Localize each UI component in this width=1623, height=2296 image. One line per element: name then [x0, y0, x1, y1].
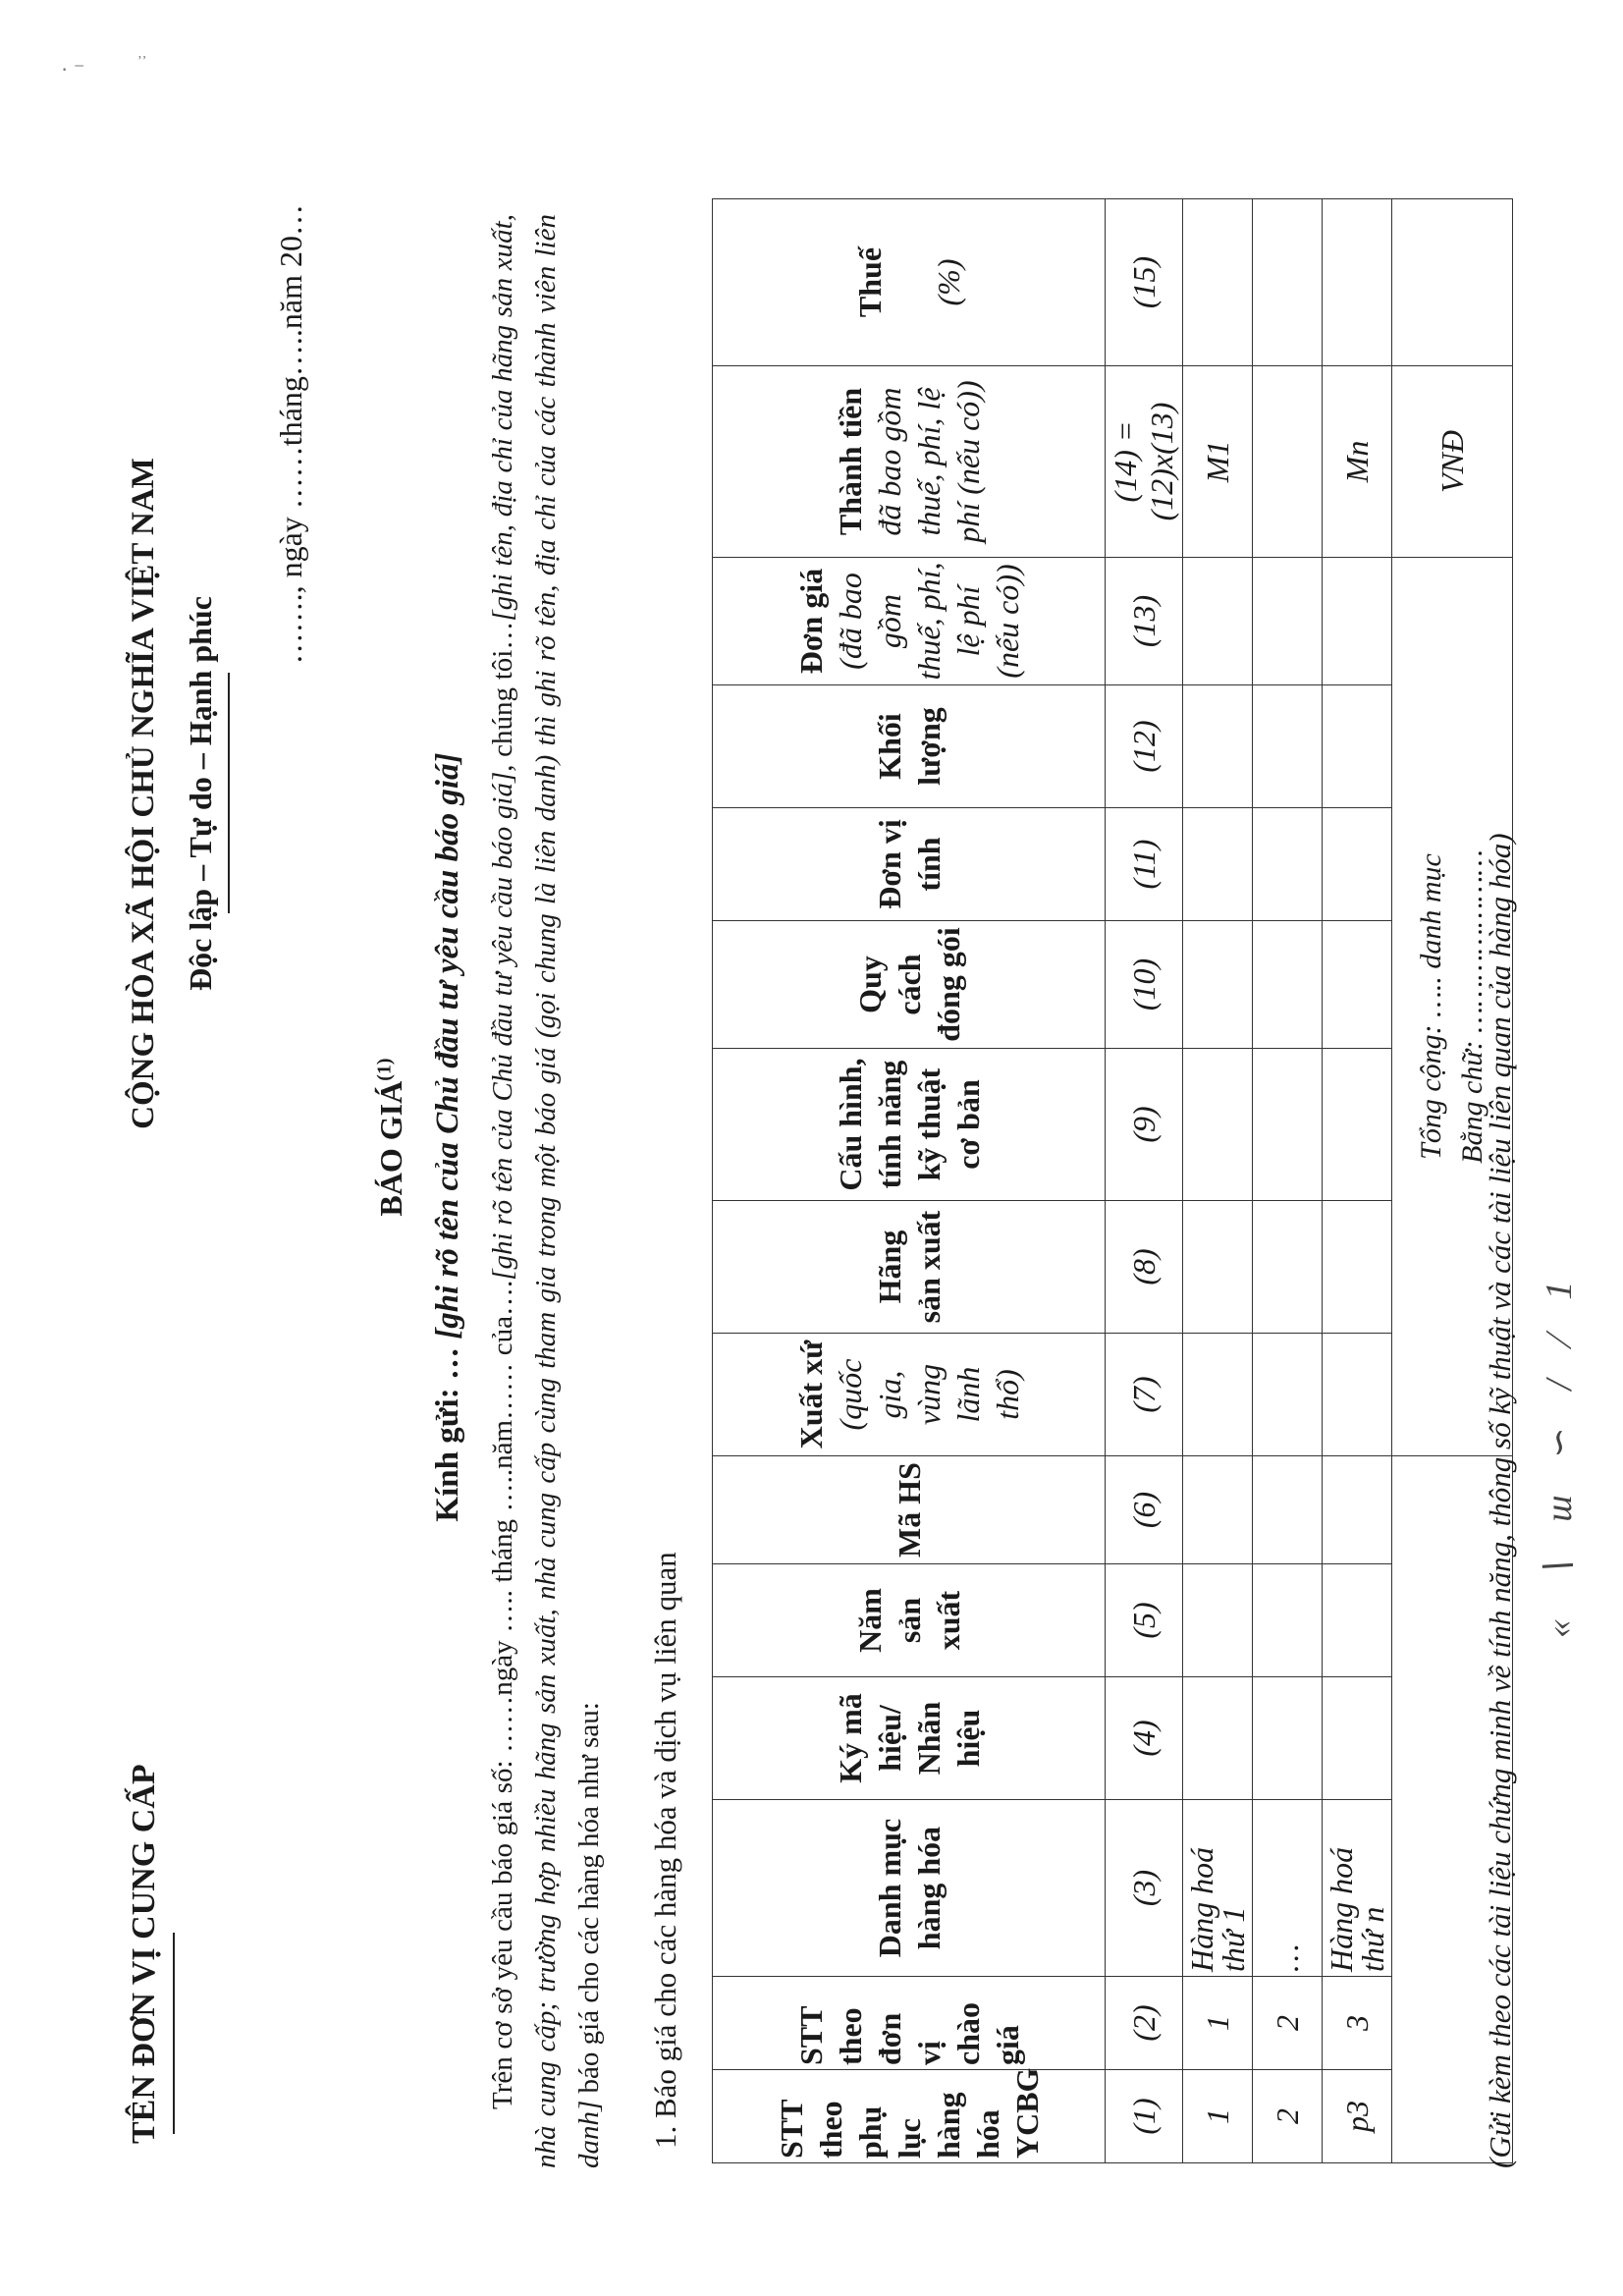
column-number: (15) — [1106, 199, 1183, 366]
date-line: ……., ngày ……tháng…..năm 20… — [273, 204, 308, 665]
table-cell — [1323, 1049, 1392, 1201]
table-cell — [1183, 1564, 1253, 1677]
header-bold: Đơn giá — [792, 568, 829, 675]
row-stt-ycbg: 1 — [1183, 2070, 1253, 2163]
row-stt-supplier: 1 — [1183, 1977, 1253, 2070]
header-cell: Danh mục hàng hóa — [713, 1800, 1106, 1977]
intro-paragraph — [481, 214, 611, 2168]
column-number: (4) — [1106, 1677, 1183, 1800]
header-cell — [713, 1334, 1106, 1456]
table-cell — [1183, 1201, 1253, 1334]
intro-text: Trên cơ sở yêu cầu báo giá số: ……ngày ….. tháng …..năm…… của…. — [487, 1280, 518, 2109]
header-italic: (%) — [930, 258, 966, 306]
footnote-mark: (1) — [373, 1058, 396, 1081]
recipient-line — [430, 8, 466, 2267]
header-italic: đã bao gồm thuế, phí, lệ phí (nếu có)) — [871, 380, 986, 543]
table-cell — [1323, 1564, 1392, 1677]
table-cell — [1253, 1564, 1323, 1677]
table-cell — [1253, 1677, 1323, 1800]
table-cell — [1323, 1201, 1392, 1334]
national-title: CỘNG HÒA XÃ HỘI CHỦ NGHĨA VIỆT NAM — [126, 458, 161, 1129]
table-cell — [1392, 199, 1513, 366]
column-number: (11) — [1106, 808, 1183, 921]
header-cell: Mã HS — [713, 1456, 1106, 1564]
column-number: (14) =(12)x(13) — [1106, 366, 1183, 558]
column-number: (10) — [1106, 921, 1183, 1049]
header-cell: STT theo đơn vị chào giá — [713, 1977, 1106, 2070]
table-header-row — [713, 199, 1106, 2163]
column-number-row — [1106, 199, 1183, 2163]
row-goods-name: Hàng hoá thứ n — [1323, 1800, 1392, 1977]
header-cell: Hãng sản xuất — [713, 1201, 1106, 1334]
underline — [173, 1933, 175, 2134]
recipient-name: [ghi rõ tên của Chủ đầu tư yêu cầu báo giá] — [430, 752, 465, 1339]
scan-mark: · ⁻ — [61, 57, 85, 82]
column-number: (5) — [1106, 1564, 1183, 1677]
table-cell — [1183, 921, 1253, 1049]
header-cell: Quy cách đóng gói — [713, 921, 1106, 1049]
column-number: (9) — [1106, 1049, 1183, 1201]
document-title — [373, 8, 409, 2267]
row-amount: Mn — [1323, 366, 1392, 558]
table-cell — [1253, 1456, 1323, 1564]
table-cell — [1183, 199, 1253, 366]
header-bold: Thuế — [851, 246, 888, 318]
total-label: Tổng cộng: ….. danh mục — [1415, 853, 1447, 1160]
column-number: (12) — [1106, 685, 1183, 808]
document-header — [126, 47, 322, 2208]
row-stt-ycbg: p3 — [1323, 2070, 1392, 2163]
intro-italic: [ghi tên, địa chỉ của hãng sản xuất, nhà cung cấp; trường hợp nhiều hãng sản xuất, nhà cung cấp cùng tham gia trong một báo giá (gọi chung là liên danh) thì ghi rõ tên, địa chỉ của các thành viên liên danh] — [487, 214, 605, 2168]
header-cell — [713, 366, 1106, 558]
intro-text: , chúng tôi… — [487, 621, 518, 772]
table-row — [1323, 199, 1392, 2163]
header-cell — [713, 558, 1106, 685]
national-motto: Độc lập – Tự do – Hạnh phúc — [183, 596, 218, 991]
column-number: (1) — [1106, 2070, 1183, 2163]
table-cell — [1253, 1334, 1323, 1456]
table-cell — [1323, 808, 1392, 921]
title-text: BÁO GIÁ — [373, 1080, 408, 1217]
table-row — [1253, 199, 1323, 2163]
currency-cell: VNĐ — [1392, 366, 1513, 558]
header-bold: Xuất xứ — [792, 1339, 829, 1449]
rotated-document-page — [0, 8, 1580, 2267]
table-cell — [1323, 685, 1392, 808]
attachment-note: (Gửi kèm theo các tài liệu chứng minh về tính năng, thông số kỹ thuật và các tài liệu liên quan của hàng hóa) — [1483, 833, 1517, 2168]
column-number: (7) — [1106, 1334, 1183, 1456]
table-cell — [1183, 808, 1253, 921]
table-row — [1183, 199, 1253, 2163]
column-number: (6) — [1106, 1456, 1183, 1564]
header-cell: Đơn vị tính — [713, 808, 1106, 921]
header-cell: Khối lượng — [713, 685, 1106, 808]
table-cell — [1183, 558, 1253, 685]
header-cell — [713, 199, 1106, 366]
header-cell: Năm sản xuất — [713, 1564, 1106, 1677]
row-amount — [1253, 366, 1323, 558]
supplier-unit-name: TÊN ĐƠN VỊ CUNG CẤP — [126, 1764, 162, 2144]
column-number: (8) — [1106, 1201, 1183, 1334]
table-cell — [1323, 1334, 1392, 1456]
table-cell — [1253, 921, 1323, 1049]
intro-italic: [ghi rõ tên của Chủ đầu tư yêu cầu báo giá] — [487, 771, 518, 1281]
row-stt-supplier: 3 — [1323, 1977, 1392, 2070]
section-heading: 1. Báo giá cho các hàng hóa và dịch vụ liên quan — [648, 1552, 682, 2149]
row-amount: M1 — [1183, 366, 1253, 558]
quotation-table — [712, 198, 1513, 2163]
underline — [228, 673, 230, 913]
header-bold: Thành tiền — [832, 387, 868, 536]
row-stt-supplier: 2 — [1253, 1977, 1323, 2070]
handwritten-mark: « ∖ ɯ ∽ / ⁄ 1 — [1539, 1267, 1580, 1638]
recipient-prefix: Kính gửi: … — [430, 1347, 465, 1522]
header-cell: Ký mã hiệu/ Nhãn hiệu — [713, 1677, 1106, 1800]
header-cell: Cấu hình, tính năng kỹ thuật cơ bản — [713, 1049, 1106, 1201]
table-cell — [1253, 685, 1323, 808]
amount-in-words-label: Bằng chữ: ………………… — [1456, 849, 1488, 1164]
column-number: (2) — [1106, 1977, 1183, 2070]
row-goods-name: Hàng hoá thứ 1 — [1183, 1800, 1253, 1977]
column-number: (3) — [1106, 1800, 1183, 1977]
table-cell — [1323, 1456, 1392, 1564]
row-stt-ycbg: 2 — [1253, 2070, 1323, 2163]
table-cell — [1253, 808, 1323, 921]
header-cell: STT theo phụ lục hàng hóa YCBG — [713, 2070, 1106, 2163]
table-cell — [1253, 1049, 1323, 1201]
table-cell — [1323, 199, 1392, 366]
table-cell — [1183, 1456, 1253, 1564]
table-cell — [1253, 558, 1323, 685]
table-cell — [1183, 1677, 1253, 1800]
table-cell — [1323, 921, 1392, 1049]
table-cell — [1253, 1201, 1323, 1334]
table-cell — [1253, 199, 1323, 366]
table-cell — [1183, 1334, 1253, 1456]
table-cell — [1323, 558, 1392, 685]
header-italic: (đã bao gồm thuế, phí, lệ phí (nếu có)) — [832, 562, 1025, 681]
row-goods-name: … — [1253, 1800, 1323, 1977]
table-cell — [1323, 1677, 1392, 1800]
header-italic: (quốc gia, vùng lãnh thổ) — [832, 1358, 1025, 1431]
table-cell — [1183, 1049, 1253, 1201]
table-cell — [1183, 685, 1253, 808]
intro-text: báo giá cho các hàng hóa như sau: — [573, 1702, 605, 2101]
scan-mark: ʼʼ — [137, 54, 147, 69]
column-number: (13) — [1106, 558, 1183, 685]
